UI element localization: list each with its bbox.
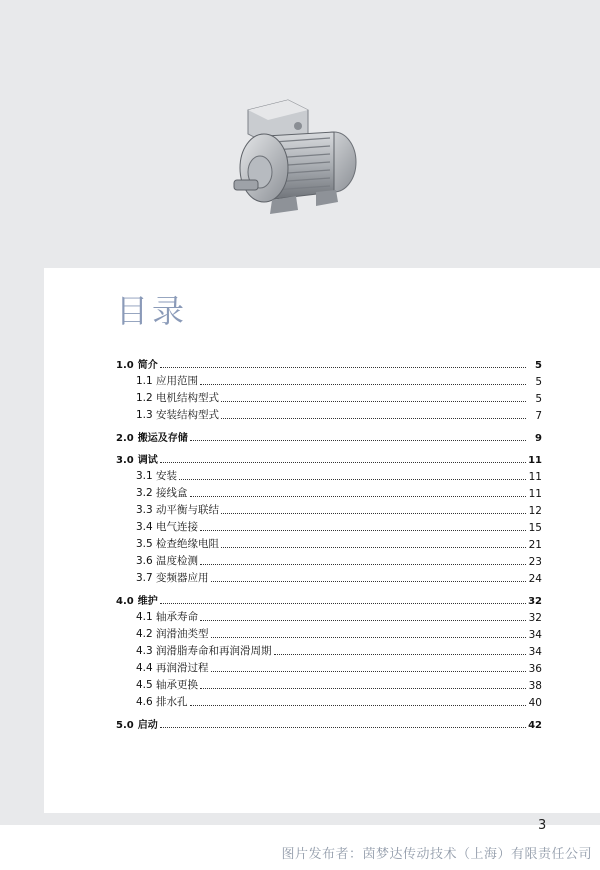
toc-item-label: 3.2 接线盒 [136, 487, 188, 499]
toc-page-number: 23 [528, 556, 542, 568]
toc-section-title: 简介 [137, 360, 158, 371]
toc-item-row[interactable] [116, 607, 542, 624]
toc-page-number: 11 [528, 455, 542, 466]
table-of-contents [116, 354, 542, 736]
toc-page-number: 11 [528, 471, 542, 483]
left-margin-band [0, 268, 44, 813]
toc-item-row[interactable] [116, 466, 542, 483]
toc-section-row[interactable] [116, 714, 542, 731]
toc-page-number: 24 [528, 573, 542, 585]
toc-section-number: 4.0 [116, 596, 134, 607]
toc-section-row[interactable] [116, 427, 542, 444]
toc-item-label: 3.3 动平衡与联结 [136, 504, 220, 516]
toc-item-row[interactable] [116, 641, 542, 658]
toc-item-label: 1.2 电机结构型式 [136, 392, 220, 404]
dot-leader [190, 439, 526, 441]
toc-item-label: 4.2 润滑油类型 [136, 628, 209, 640]
dot-leader [200, 383, 526, 385]
dot-leader [221, 546, 526, 548]
toc-page-number: 15 [528, 522, 542, 534]
toc-page-number: 38 [528, 680, 542, 692]
toc-page-number: 42 [528, 720, 542, 731]
toc-item-row[interactable] [116, 483, 542, 500]
toc-section-row[interactable] [116, 449, 542, 466]
publisher-credit: 图片发布者：茵梦达传动技术（上海）有限责任公司 [281, 847, 592, 862]
page-number: 3 [538, 818, 547, 833]
dot-leader [160, 726, 526, 728]
toc-page-number: 5 [535, 393, 542, 405]
toc-item-label: 1.1 应用范围 [136, 375, 199, 387]
toc-page-number: 11 [528, 488, 542, 500]
dot-leader [221, 512, 526, 514]
toc-item-row[interactable] [116, 658, 542, 675]
toc-section-row[interactable] [116, 354, 542, 371]
toc-section-row[interactable] [116, 590, 542, 607]
dot-leader [211, 580, 526, 582]
toc-item-label: 4.6 排水孔 [136, 696, 188, 708]
dot-leader [221, 417, 526, 419]
toc-section-number: 1.0 [116, 360, 134, 371]
toc-item-label: 3.7 变频器应用 [136, 572, 209, 584]
toc-page-number: 40 [528, 697, 542, 709]
toc-item-label: 3.4 电气连接 [136, 521, 199, 533]
toc-page-number: 5 [535, 360, 542, 371]
toc-section-title: 维护 [137, 596, 158, 607]
dot-leader [274, 653, 526, 655]
dot-leader [211, 670, 526, 672]
toc-page-number: 12 [528, 505, 542, 517]
toc-item-row[interactable] [116, 388, 542, 405]
toc-item-label: 4.5 轴承更换 [136, 679, 199, 691]
toc-item-row[interactable] [116, 692, 542, 709]
toc-item-row[interactable] [116, 568, 542, 585]
toc-item-label: 1.3 安装结构型式 [136, 409, 220, 421]
dot-leader [200, 563, 526, 565]
dot-leader [200, 619, 526, 621]
toc-page-number: 9 [535, 433, 542, 444]
toc-item-row[interactable] [116, 534, 542, 551]
toc-section-gap [116, 731, 542, 736]
toc-page-number: 32 [528, 596, 542, 607]
toc-section-number: 2.0 [116, 433, 134, 444]
toc-section-number: 3.0 [116, 455, 134, 466]
footer-band [0, 813, 600, 825]
dot-leader [160, 366, 526, 368]
toc-item-label: 4.4 再润滑过程 [136, 662, 209, 674]
toc-item-row[interactable] [116, 500, 542, 517]
toc-item-row[interactable] [116, 371, 542, 388]
toc-page-number: 36 [528, 663, 542, 675]
toc-item-row[interactable] [116, 517, 542, 534]
dot-leader [200, 529, 526, 531]
toc-page-number: 32 [528, 612, 542, 624]
toc-section-title: 调试 [137, 455, 158, 466]
toc-item-row[interactable] [116, 675, 542, 692]
motor-image [226, 96, 366, 232]
toc-item-label: 3.6 温度检测 [136, 555, 199, 567]
dot-leader [211, 636, 526, 638]
toc-item-label: 3.1 安装 [136, 470, 178, 482]
toc-item-label: 4.1 轴承寿命 [136, 611, 199, 623]
toc-page-number: 5 [535, 376, 542, 388]
dot-leader [200, 687, 526, 689]
dot-leader [190, 495, 526, 497]
toc-section-title: 启动 [137, 720, 158, 731]
dot-leader [179, 478, 526, 480]
toc-item-row[interactable] [116, 551, 542, 568]
toc-item-row[interactable] [116, 624, 542, 641]
dot-leader [160, 461, 526, 463]
toc-page-number: 21 [528, 539, 542, 551]
toc-page-number: 34 [528, 646, 542, 658]
toc-item-label: 4.3 润滑脂寿命和再润滑周期 [136, 645, 272, 657]
dot-leader [221, 400, 526, 402]
toc-section-number: 5.0 [116, 720, 134, 731]
dot-leader [160, 602, 526, 604]
toc-page-number: 7 [535, 410, 542, 422]
toc-item-row[interactable] [116, 405, 542, 422]
toc-section-title: 搬运及存储 [137, 433, 188, 444]
toc-item-label: 3.5 检查绝缘电阻 [136, 538, 220, 550]
dot-leader [190, 704, 526, 706]
toc-title: 目录 [116, 292, 189, 330]
toc-page-number: 34 [528, 629, 542, 641]
